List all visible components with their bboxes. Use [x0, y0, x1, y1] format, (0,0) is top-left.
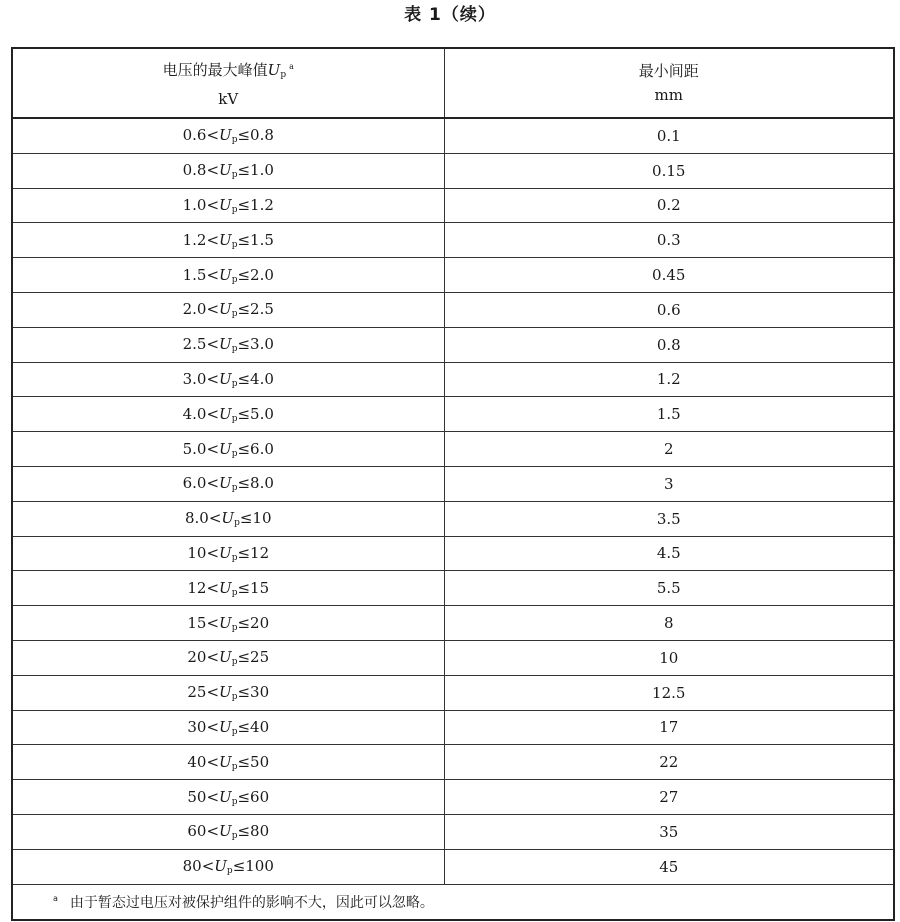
voltage-symbol: U [219, 126, 232, 145]
table-row [12, 745, 894, 780]
less-or-equal-sign: ≤ [237, 230, 251, 249]
voltage-subscript: p [231, 274, 238, 285]
voltage-range-cell [12, 571, 444, 606]
voltage-symbol: U [219, 752, 232, 771]
table-row [12, 258, 894, 293]
voltage-lower-bound: 0.6 [182, 126, 207, 145]
voltage-lower-bound: 3.0 [182, 369, 207, 388]
voltage-symbol: U [219, 439, 232, 458]
min-distance-cell: 0.2 [444, 188, 894, 223]
voltage-range-cell [12, 327, 444, 362]
voltage-symbol: U [219, 369, 232, 388]
voltage-subscript: p [231, 344, 238, 355]
voltage-lower-bound: 12 [187, 578, 207, 597]
voltage-range-cell [12, 606, 444, 641]
min-distance-cell: 0.3 [444, 223, 894, 258]
less-or-equal-sign: ≤ [239, 509, 253, 528]
voltage-subscript: p [231, 622, 238, 633]
voltage-upper-bound: 40 [250, 717, 270, 736]
voltage-lower-bound: 2.0 [182, 300, 207, 319]
less-or-equal-sign: ≤ [237, 578, 251, 597]
less-than-sign: < [206, 578, 220, 597]
voltage-lower-bound: 5.0 [182, 439, 207, 458]
voltage-lower-bound: 60 [187, 822, 207, 841]
less-than-sign: < [206, 195, 220, 214]
voltage-column-header [12, 48, 444, 118]
voltage-symbol: U [219, 230, 232, 249]
footnote-cell [12, 884, 894, 920]
voltage-range-cell [12, 432, 444, 467]
less-than-sign: < [206, 787, 220, 806]
less-than-sign: < [206, 439, 220, 458]
footnote-row [12, 884, 894, 920]
distance-header-title: 最小间距 [638, 62, 699, 80]
min-distance-cell: 12.5 [444, 675, 894, 710]
voltage-lower-bound: 1.5 [182, 265, 207, 284]
less-than-sign: < [206, 265, 220, 284]
distance-column-header [444, 48, 894, 118]
voltage-upper-bound: 50 [250, 752, 270, 771]
min-distance-cell: 1.2 [444, 362, 894, 397]
min-distance-cell: 22 [444, 745, 894, 780]
less-or-equal-sign: ≤ [237, 787, 251, 806]
less-or-equal-sign: ≤ [237, 126, 251, 145]
voltage-symbol: U [219, 578, 232, 597]
voltage-lower-bound: 40 [187, 752, 207, 771]
voltage-subscript: p [280, 70, 287, 80]
voltage-lower-bound: 30 [187, 717, 207, 736]
voltage-upper-bound: 80 [250, 822, 270, 841]
min-distance-cell: 0.6 [444, 292, 894, 327]
voltage-symbol: U [219, 335, 232, 354]
less-or-equal-sign: ≤ [237, 613, 251, 632]
voltage-lower-bound: 4.0 [182, 404, 207, 423]
less-or-equal-sign: ≤ [237, 265, 251, 284]
table-body [12, 118, 894, 884]
voltage-symbol: U [219, 717, 232, 736]
less-or-equal-sign: ≤ [237, 822, 251, 841]
voltage-lower-bound: 2.5 [182, 335, 207, 354]
voltage-upper-bound: 6.0 [250, 439, 274, 458]
min-distance-cell: 5.5 [444, 571, 894, 606]
voltage-upper-bound: 2.5 [250, 300, 274, 319]
voltage-subscript: p [231, 726, 238, 737]
voltage-lower-bound: 6.0 [182, 474, 207, 493]
voltage-upper-bound: 60 [250, 787, 270, 806]
voltage-subscript: p [231, 761, 238, 772]
voltage-symbol: U [219, 543, 232, 562]
voltage-header-title: 电压的最大峰值 [162, 61, 268, 79]
voltage-subscript: p [231, 378, 238, 389]
voltage-range-cell [12, 223, 444, 258]
min-distance-cell: 1.5 [444, 397, 894, 432]
table-row [12, 223, 894, 258]
voltage-upper-bound: 2.0 [250, 265, 274, 284]
table-row [12, 571, 894, 606]
less-than-sign: < [208, 509, 222, 528]
footnote-mark: a [53, 893, 58, 903]
voltage-subscript: p [234, 518, 240, 529]
voltage-subscript: p [231, 692, 238, 703]
voltage-range-cell [12, 849, 444, 884]
less-than-sign: < [206, 369, 220, 388]
voltage-unit: kV [218, 90, 239, 108]
table-row [12, 780, 894, 815]
table-caption: 表 1（续） [404, 5, 496, 25]
voltage-subscript: p [231, 796, 238, 807]
voltage-lower-bound: 8.0 [184, 509, 209, 528]
less-than-sign: < [206, 683, 220, 702]
less-or-equal-sign: ≤ [237, 474, 251, 493]
less-or-equal-sign: ≤ [237, 648, 251, 667]
table-row [12, 188, 894, 223]
voltage-symbol: U [219, 265, 232, 284]
voltage-symbol: U [219, 195, 232, 214]
voltage-upper-bound: 4.0 [250, 369, 274, 388]
min-distance-cell: 10 [444, 640, 894, 675]
voltage-range-cell [12, 188, 444, 223]
less-than-sign: < [206, 752, 220, 771]
voltage-subscript: p [231, 657, 238, 668]
min-distance-cell: 3.5 [444, 501, 894, 536]
voltage-symbol: U [219, 161, 232, 180]
table-row [12, 606, 894, 641]
voltage-subscript: p [231, 135, 238, 146]
clearance-table [11, 47, 895, 921]
voltage-range-cell [12, 640, 444, 675]
min-distance-cell: 0.15 [444, 153, 894, 188]
min-distance-cell: 4.5 [444, 536, 894, 571]
voltage-upper-bound: 30 [250, 683, 270, 702]
voltage-upper-bound: 1.2 [250, 195, 274, 214]
table-row [12, 292, 894, 327]
less-than-sign: < [206, 404, 220, 423]
voltage-upper-bound: 5.0 [250, 404, 274, 423]
voltage-subscript: p [231, 587, 238, 598]
less-than-sign: < [206, 648, 220, 667]
less-than-sign: < [206, 300, 220, 319]
voltage-range-cell [12, 292, 444, 327]
voltage-range-cell [12, 710, 444, 745]
voltage-upper-bound: 15 [250, 578, 270, 597]
voltage-range-cell [12, 501, 444, 536]
voltage-upper-bound: 20 [250, 613, 270, 632]
voltage-upper-bound: 1.5 [250, 230, 274, 249]
table-row [12, 501, 894, 536]
distance-unit: mm [654, 86, 683, 104]
table-row [12, 432, 894, 467]
table-row [12, 327, 894, 362]
min-distance-cell: 2 [444, 432, 894, 467]
voltage-subscript: p [231, 204, 238, 215]
voltage-upper-bound: 10 [252, 509, 272, 528]
voltage-subscript: p [231, 239, 238, 250]
voltage-range-cell [12, 118, 444, 153]
less-or-equal-sign: ≤ [237, 683, 251, 702]
less-than-sign: < [206, 126, 220, 145]
voltage-range-cell [12, 745, 444, 780]
voltage-upper-bound: 100 [245, 857, 274, 876]
voltage-upper-bound: 8.0 [250, 474, 274, 493]
min-distance-cell: 17 [444, 710, 894, 745]
table-row [12, 153, 894, 188]
min-distance-cell: 0.45 [444, 258, 894, 293]
table-row [12, 536, 894, 571]
voltage-lower-bound: 50 [187, 787, 207, 806]
voltage-upper-bound: 0.8 [250, 126, 274, 145]
voltage-lower-bound: 0.8 [182, 161, 207, 180]
less-or-equal-sign: ≤ [237, 543, 251, 562]
voltage-range-cell [12, 814, 444, 849]
less-than-sign: < [206, 474, 220, 493]
voltage-range-cell [12, 153, 444, 188]
voltage-subscript: p [231, 831, 238, 842]
voltage-symbol: U [219, 822, 232, 841]
voltage-subscript: p [231, 309, 238, 320]
less-or-equal-sign: ≤ [237, 369, 251, 388]
voltage-lower-bound: 15 [187, 613, 207, 632]
less-or-equal-sign: ≤ [237, 439, 251, 458]
footnote-text: 由于暂态过电压对被保护组件的影响不大，因此可以忽略。 [69, 894, 434, 911]
less-or-equal-sign: ≤ [237, 752, 251, 771]
min-distance-cell: 0.1 [444, 118, 894, 153]
voltage-subscript: p [231, 448, 238, 459]
voltage-lower-bound: 80 [182, 857, 202, 876]
voltage-symbol: U [219, 683, 232, 702]
less-or-equal-sign: ≤ [237, 195, 251, 214]
voltage-symbol: U [219, 404, 232, 423]
voltage-range-cell [12, 258, 444, 293]
less-than-sign: < [206, 230, 220, 249]
table-row [12, 362, 894, 397]
table-row [12, 640, 894, 675]
voltage-upper-bound: 25 [250, 648, 270, 667]
voltage-header-title-line [13, 55, 444, 87]
less-or-equal-sign: ≤ [237, 404, 251, 423]
voltage-upper-bound: 12 [250, 543, 270, 562]
min-distance-cell: 3 [444, 466, 894, 501]
less-or-equal-sign: ≤ [232, 857, 246, 876]
less-or-equal-sign: ≤ [237, 300, 251, 319]
min-distance-cell: 45 [444, 849, 894, 884]
less-than-sign: < [206, 543, 220, 562]
less-than-sign: < [206, 822, 220, 841]
less-or-equal-sign: ≤ [237, 717, 251, 736]
voltage-lower-bound: 10 [187, 543, 207, 562]
voltage-symbol: U [221, 509, 235, 528]
voltage-subscript: p [231, 170, 238, 181]
table-row [12, 849, 894, 884]
header-row [12, 48, 894, 118]
voltage-upper-bound: 1.0 [250, 161, 274, 180]
table-row [12, 118, 894, 153]
min-distance-cell: 35 [444, 814, 894, 849]
less-than-sign: < [206, 335, 220, 354]
voltage-symbol: U [214, 857, 227, 876]
voltage-range-cell [12, 397, 444, 432]
voltage-subscript: p [231, 413, 238, 424]
voltage-subscript: p [231, 552, 238, 563]
voltage-lower-bound: 1.2 [182, 230, 207, 249]
voltage-symbol: U [219, 648, 232, 667]
less-or-equal-sign: ≤ [237, 161, 251, 180]
voltage-lower-bound: 20 [187, 648, 207, 667]
less-than-sign: < [201, 857, 215, 876]
voltage-range-cell [12, 675, 444, 710]
voltage-symbol: U [219, 613, 232, 632]
voltage-symbol: U [219, 787, 232, 806]
table-row [12, 675, 894, 710]
voltage-symbol: U [267, 61, 281, 79]
voltage-lower-bound: 1.0 [182, 195, 207, 214]
voltage-symbol: U [219, 300, 232, 319]
table-row [12, 710, 894, 745]
voltage-range-cell [12, 780, 444, 815]
voltage-symbol: U [219, 474, 232, 493]
voltage-subscript: p [231, 483, 238, 494]
min-distance-cell: 8 [444, 606, 894, 641]
voltage-range-cell [12, 466, 444, 501]
table-row [12, 466, 894, 501]
table-row [12, 397, 894, 432]
voltage-range-cell [12, 362, 444, 397]
table-row [12, 814, 894, 849]
footnote-reference: a [289, 62, 294, 71]
less-or-equal-sign: ≤ [237, 335, 251, 354]
voltage-subscript: p [226, 866, 233, 877]
less-than-sign: < [206, 161, 220, 180]
less-than-sign: < [206, 717, 220, 736]
min-distance-cell: 27 [444, 780, 894, 815]
voltage-upper-bound: 3.0 [250, 335, 274, 354]
min-distance-cell: 0.8 [444, 327, 894, 362]
voltage-range-cell [12, 536, 444, 571]
voltage-lower-bound: 25 [187, 683, 207, 702]
less-than-sign: < [206, 613, 220, 632]
